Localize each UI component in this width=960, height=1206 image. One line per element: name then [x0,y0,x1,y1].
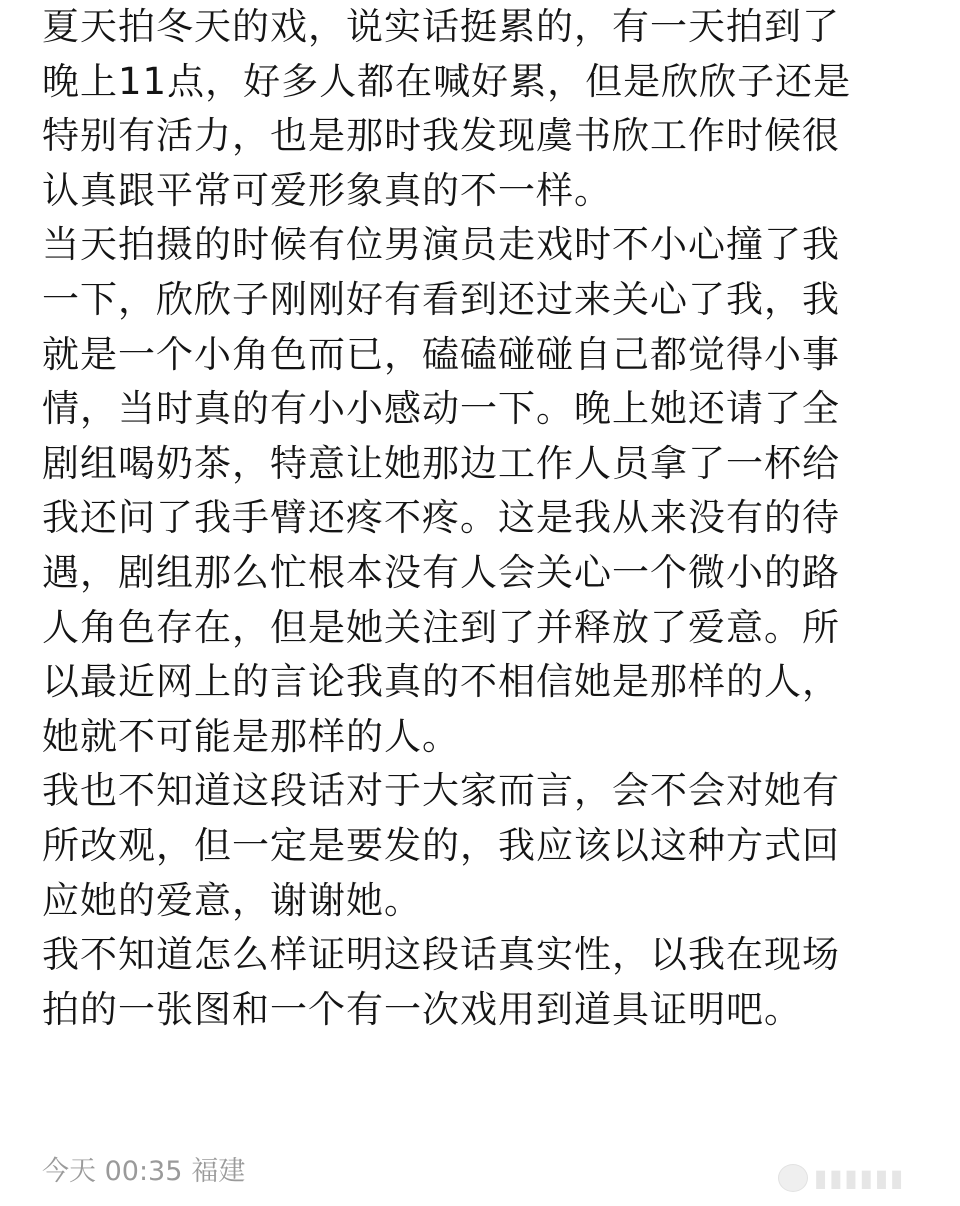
post-line: 晚上11点，好多人都在喊好累，但是欣欣子还是 [42,59,852,103]
post-line: 就是一个小角色而已，磕磕碰碰自己都觉得小事 [42,332,840,376]
post-line: 所改观，但一定是要发的，我应该以这种方式回 [42,823,840,867]
weibo-watermark-icon [778,1163,948,1193]
post-line: 我也不知道这段话对于大家而言，会不会对她有 [42,769,840,813]
post-line: 我还问了我手臂还疼不疼。这是我从来没有的待 [42,496,840,540]
post-line: 拍的一张图和一个有一次戏用到道具证明吧。 [42,987,802,1031]
post-line: 我不知道怎么样证明这段话真实性，以我在现场 [42,933,840,977]
post-line: 剧组喝奶茶，特意让她那边工作人员拿了一杯给 [42,441,840,485]
post-line: 应她的爱意，谢谢她。 [42,878,422,922]
watermark-text-icon: ▮▮▮▮▮▮ [814,1164,906,1192]
post-line: 特别有活力，也是那时我发现虞书欣工作时候很 [42,114,840,158]
post-line: 人角色存在，但是她关注到了并释放了爱意。所 [42,605,840,649]
post-meta [42,1150,245,1194]
post-body [42,0,917,1037]
post-location: 福建 [191,1156,246,1187]
post-line: 夏天拍冬天的戏，说实话挺累的，有一天拍到了 [42,5,840,48]
watermark-logo-icon [778,1164,808,1192]
post-timestamp: 今天 00:35 [42,1156,183,1187]
post-line: 她就不可能是那样的人。 [42,714,460,758]
post-line: 情，当时真的有小小感动一下。晚上她还请了全 [42,387,840,431]
post-line: 以最近网上的言论我真的不相信她是那样的人， [42,660,840,704]
post-line: 认真跟平常可爱形象真的不一样。 [42,168,612,212]
post-line: 一下，欣欣子刚刚好有看到还过来关心了我，我 [42,277,840,321]
post-line: 遇，剧组那么忙根本没有人会关心一个微小的路 [42,550,840,594]
post-line: 当天拍摄的时候有位男演员走戏时不小心撞了我 [42,223,840,267]
